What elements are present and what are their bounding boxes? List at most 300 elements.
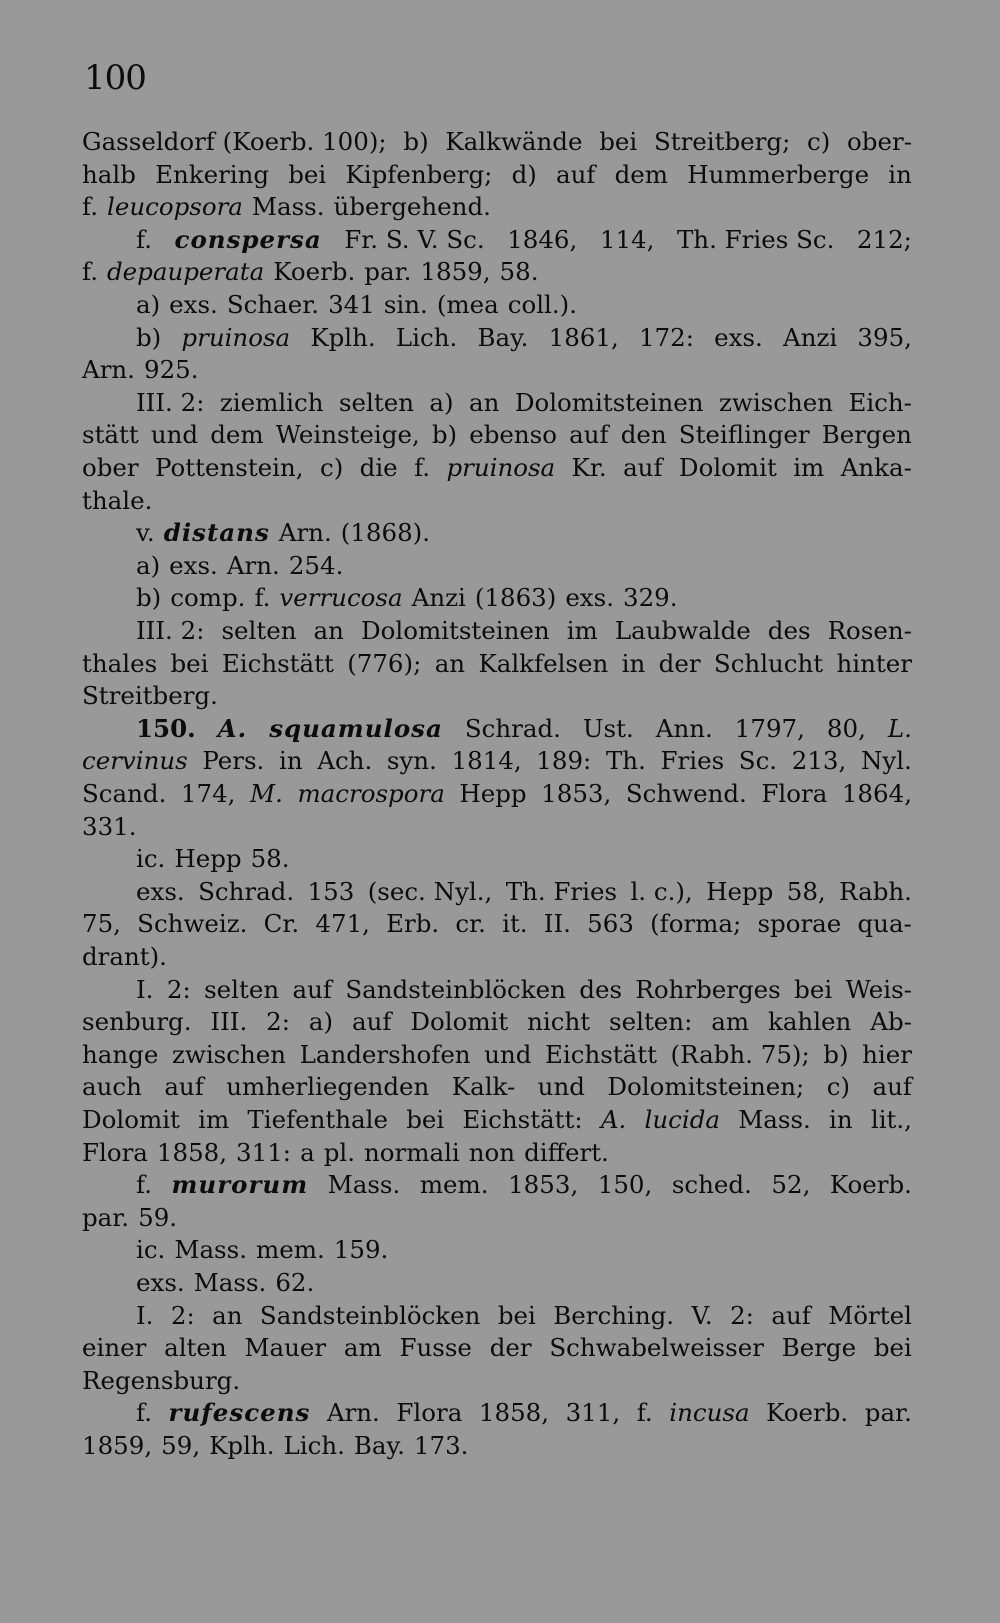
word: ebenso [469, 420, 558, 450]
word: 1859, [82, 1431, 153, 1460]
text-line [82, 680, 912, 712]
word: conspersa [174, 224, 322, 254]
word: 159. [333, 1235, 389, 1265]
word: Gasseldorf (Koerb. 100); [82, 127, 387, 156]
word: des [579, 974, 623, 1004]
word: (forma; [650, 909, 742, 939]
word: sin. [383, 290, 428, 319]
word: f. [82, 192, 98, 222]
word: pruinosa [181, 322, 291, 352]
word: bei [497, 1300, 536, 1330]
text-line [136, 974, 912, 1006]
word: qua- [857, 909, 912, 939]
word: III. 2: [136, 616, 205, 645]
text-line [136, 713, 912, 745]
word: der [489, 1333, 532, 1363]
word: 59. [138, 1202, 178, 1232]
word: Sandsteinblöcken [345, 974, 566, 1004]
word: Schrad. [198, 876, 295, 906]
text-line [82, 1365, 912, 1397]
word: a) [136, 290, 161, 319]
word: bei [170, 648, 209, 678]
word: verrucosa [279, 583, 403, 613]
word: syn. [386, 746, 437, 776]
word: 1846, [507, 224, 578, 254]
word: selten: [609, 1007, 693, 1037]
word: c) [807, 127, 831, 156]
word: leucopsora [106, 192, 243, 222]
word: sporae [757, 909, 842, 939]
word: non [468, 1137, 516, 1167]
text-line [136, 224, 912, 256]
word: pl. [323, 1137, 355, 1167]
word: 212; [856, 224, 912, 254]
word: hange [82, 1039, 159, 1069]
text-line [82, 1071, 912, 1103]
word: f. [254, 583, 271, 613]
word: 341 [328, 290, 375, 319]
word: der [658, 648, 701, 678]
word: auch [82, 1072, 142, 1102]
word: Dolomit [82, 1105, 180, 1134]
word: A. [217, 713, 248, 743]
word: Weis- [845, 974, 912, 1004]
word: Pottenstein, [155, 453, 304, 482]
word: ic. [136, 1235, 166, 1265]
word: a) [136, 550, 161, 580]
word: bei [794, 974, 833, 1004]
text-line [136, 1169, 912, 1201]
word: auf [351, 1007, 392, 1037]
word: normali [364, 1137, 460, 1167]
word: Sandsteinblöcken [259, 1300, 481, 1330]
text-line [82, 1104, 912, 1136]
word: I. [136, 974, 154, 1004]
word: cr. [455, 909, 486, 939]
word: 75, [82, 909, 121, 939]
word: lucida [644, 1105, 720, 1134]
word: l. c.), [630, 876, 693, 906]
word: Eichstätt [221, 648, 334, 678]
word: Kalkfelsen [478, 648, 609, 678]
word: Berching. [553, 1300, 675, 1330]
word: 331. [82, 811, 137, 841]
word: comp. [170, 583, 246, 613]
word: auf [292, 974, 332, 1004]
word: Eichstätt [545, 1039, 657, 1069]
word: Ach. [317, 746, 373, 776]
word: f. [82, 257, 98, 287]
word: 1859, [420, 257, 491, 287]
word: 59, [161, 1431, 201, 1460]
word: in [829, 1105, 853, 1134]
word: thales [82, 648, 158, 678]
word: 925. [143, 355, 199, 385]
word: bei [288, 159, 327, 189]
word: Regensburg. [82, 1365, 241, 1395]
word: (mea [436, 290, 499, 319]
word: 1858, [156, 1137, 228, 1167]
word: 189: [536, 746, 592, 776]
word: Kplh. [209, 1431, 275, 1460]
word: und [484, 1039, 532, 1069]
word: Hummerberge [687, 159, 870, 189]
word: nicht [527, 1007, 591, 1037]
word: A. [600, 1105, 627, 1134]
word: III. 2: [136, 387, 205, 417]
text-line [136, 517, 912, 549]
word: pruinosa [446, 453, 556, 482]
word: Koerb. [829, 1170, 912, 1200]
word: (1863) [474, 583, 557, 613]
word: Fusse [399, 1333, 472, 1363]
text-line [82, 648, 912, 680]
word: Dolomit [410, 1007, 509, 1037]
word: halb [82, 159, 136, 189]
word: Fr. S. V. Sc. [344, 224, 485, 254]
word: stätt [82, 420, 139, 450]
word: 1853, [508, 1170, 579, 1200]
word: 172: [638, 322, 694, 352]
word: Hepp [174, 844, 242, 874]
text-line [82, 1137, 912, 1169]
word: Landershofen [299, 1039, 471, 1069]
text-line [82, 1202, 912, 1234]
word: exs. [565, 583, 614, 613]
word: 2: [730, 1300, 754, 1330]
word: Ab- [870, 1007, 912, 1037]
word: in [888, 159, 912, 189]
word: cervinus [82, 746, 188, 776]
word: Eichstätt: [462, 1105, 583, 1134]
word: Flora [761, 779, 828, 808]
word: zwischen [718, 387, 834, 417]
word: den [620, 420, 667, 450]
word: ziemlich [219, 387, 324, 417]
word: b) [136, 322, 162, 352]
word: am [711, 1007, 750, 1037]
word: f. [636, 1398, 653, 1428]
word: Steiflinger [678, 420, 810, 450]
word: Bay. [353, 1431, 405, 1460]
text-line [82, 485, 912, 517]
word: 150, [597, 1170, 653, 1200]
text-line [136, 289, 912, 321]
word: selten [204, 974, 280, 1004]
word: an [212, 1300, 243, 1330]
word: bei [599, 127, 638, 156]
text-line [82, 941, 912, 973]
word: Arn. [326, 1398, 380, 1428]
word: 62. [275, 1268, 315, 1297]
word: a) [308, 1007, 334, 1037]
word: 254. [288, 550, 344, 580]
word: und [537, 1072, 585, 1102]
word: in [621, 648, 646, 678]
word: Nyl. [860, 746, 912, 776]
word: Laubwalde [614, 616, 751, 645]
text-line [82, 354, 912, 386]
word: Hepp [706, 876, 774, 906]
word: b) [431, 420, 458, 450]
word: 2: [266, 1007, 290, 1037]
word: Ust. [582, 713, 634, 743]
word: Dolomitsteinen; [607, 1072, 805, 1102]
word: Tiefenthale [247, 1105, 388, 1134]
word: mem. [256, 1235, 325, 1265]
word: 213, [791, 746, 847, 776]
word: b) [403, 127, 429, 156]
word: 174, [180, 779, 236, 808]
word: am [343, 1333, 382, 1363]
word: Rabh. [839, 876, 912, 906]
text-line [136, 1234, 912, 1266]
word: im [793, 453, 825, 482]
word: 153 [307, 876, 355, 906]
word: zwischen [171, 1039, 287, 1069]
word: ic. [136, 844, 166, 874]
word: distans [163, 518, 270, 548]
text-line [136, 582, 912, 614]
word: 58. [250, 844, 290, 874]
word: senburg. [82, 1007, 192, 1037]
word: par. [82, 1202, 130, 1232]
word: Flora [396, 1398, 463, 1428]
word: 58. [499, 257, 539, 287]
text-line [136, 615, 912, 647]
word: f. [136, 1398, 152, 1428]
word: 395, [857, 322, 912, 352]
word: selten [338, 387, 414, 417]
text-line [136, 876, 912, 908]
word: auf [872, 1072, 912, 1102]
word: Kalk- [451, 1072, 516, 1102]
word: Enkering [155, 159, 270, 189]
word: Anzi [783, 322, 838, 352]
word: Dolomit [678, 453, 777, 482]
word: Rohrberges [635, 974, 781, 1004]
word: 80, [826, 713, 866, 743]
text-line [136, 322, 912, 354]
text-line [82, 908, 912, 940]
word: und [150, 420, 199, 450]
text-line [136, 843, 912, 875]
text-line [82, 778, 912, 810]
word: f. [414, 453, 431, 482]
text-line [82, 1006, 912, 1038]
word: Koerb. [766, 1398, 849, 1428]
word: die [359, 453, 398, 482]
word: Lich. [395, 322, 458, 352]
word: 563 [587, 909, 634, 939]
word: Bay. [477, 322, 529, 352]
word: hinter [836, 648, 912, 678]
word: auf [623, 453, 663, 482]
word: ober [82, 453, 139, 482]
word: Rosen- [827, 616, 912, 645]
word: b) [823, 1039, 849, 1069]
word: Arn. [226, 550, 280, 580]
word: umherliegenden [226, 1072, 430, 1102]
word: (Rabh. 75); [670, 1039, 810, 1069]
text-line [82, 745, 912, 777]
word: Anzi [411, 583, 466, 613]
word: (1868). [340, 518, 431, 548]
word: Th. [605, 746, 646, 776]
word: Mass. [738, 1105, 811, 1134]
text-line [82, 256, 912, 288]
word: an [434, 648, 466, 678]
word: 58, [786, 876, 826, 906]
word: Streitberg; [653, 127, 791, 156]
word: Kr. [571, 453, 607, 482]
word: exs. [136, 1268, 185, 1297]
word: L. [887, 713, 912, 743]
word: Kplh. [310, 322, 376, 352]
word: 1814, [451, 746, 522, 776]
word: im [566, 616, 598, 645]
word: coll.). [507, 290, 577, 319]
word: I. [136, 1300, 154, 1330]
word: an [313, 616, 344, 645]
word: Dolomitsteinen [360, 616, 550, 645]
word: exs. [169, 550, 218, 580]
text-line [82, 159, 912, 191]
word: 52, [771, 1170, 811, 1200]
word: incusa [669, 1398, 750, 1428]
word: 173. [413, 1431, 469, 1460]
word: alten [164, 1333, 227, 1363]
word: 2: [170, 1300, 195, 1330]
word: (776); [347, 648, 422, 678]
word: ober- [847, 127, 912, 156]
word: Schwabelweisser [549, 1333, 764, 1363]
word: murorum [171, 1170, 309, 1200]
text-line [82, 1430, 912, 1462]
word: Cr. [263, 909, 300, 939]
word: Mörtel [828, 1300, 912, 1330]
text-line [136, 1300, 912, 1332]
word: Lich. [283, 1431, 345, 1460]
word: Koerb. [273, 257, 356, 287]
word: dem [614, 159, 669, 189]
word: 1864, [841, 779, 912, 808]
word: (sec. Nyl., [367, 876, 493, 906]
word: Ann. [655, 713, 713, 743]
word: f. [136, 1170, 152, 1200]
word: Eich- [848, 387, 912, 417]
word: par. [364, 257, 412, 287]
word: 1861, [548, 322, 619, 352]
word: exs. [136, 876, 185, 906]
word: M. [250, 779, 283, 808]
word: Mass. [193, 1268, 267, 1297]
word: Dolomitsteinen [514, 387, 704, 417]
word: 114, [599, 224, 655, 254]
word: b) [136, 583, 162, 613]
word: Schwend. [625, 779, 747, 808]
word: Schweiz. [137, 909, 248, 939]
word: a) [429, 387, 454, 417]
text-line [82, 191, 912, 223]
word: macrospora [297, 779, 445, 808]
word: Th. Fries Sc. [676, 224, 835, 254]
text-line [82, 811, 912, 843]
text-line [136, 387, 912, 419]
word: Erb. [386, 909, 440, 939]
word: V. [691, 1300, 713, 1330]
word: III. [210, 1007, 248, 1037]
word: Bergen [821, 420, 912, 450]
word: auf [771, 1300, 811, 1330]
word: d) [511, 159, 537, 189]
word: lit., [870, 1105, 912, 1134]
word: rufescens [168, 1398, 311, 1428]
word: 1853, [541, 779, 612, 808]
word: auf [164, 1072, 204, 1102]
word: depauperata [106, 257, 265, 287]
word: einer [82, 1333, 147, 1363]
page-number: 100 [84, 58, 146, 98]
word: exs. [714, 322, 763, 352]
word: 1797, [734, 713, 805, 743]
word: Streitberg. [82, 681, 218, 711]
word: squamulosa [269, 713, 443, 743]
word: 329. [623, 583, 678, 613]
word: Schaer. [226, 290, 320, 319]
word: f. [136, 224, 152, 254]
text-line [82, 419, 912, 451]
word: des [767, 616, 811, 645]
word: Mass. [251, 192, 325, 222]
word: hier [862, 1039, 912, 1069]
word: Schlucht [713, 648, 824, 678]
text-line [136, 550, 912, 582]
word: 1858, [478, 1398, 550, 1428]
word: 2: [166, 974, 191, 1004]
word: 150. [136, 713, 196, 743]
word: thale. [82, 485, 153, 515]
word: an [469, 387, 500, 417]
word: Th. Fries [505, 876, 618, 906]
word: Sc. [738, 746, 778, 776]
word: Flora [82, 1137, 148, 1167]
word: übergehend. [333, 192, 491, 222]
word: auf [556, 159, 596, 189]
word: Scand. [82, 779, 167, 808]
text-line [82, 126, 912, 158]
text-line [82, 452, 912, 484]
word: Mauer [244, 1333, 327, 1363]
word: Mass. [174, 1235, 247, 1265]
word: Hepp [459, 779, 527, 808]
word: selten [221, 616, 297, 645]
word: dem [210, 420, 264, 450]
word: Fries [660, 746, 725, 776]
word: c) [826, 1072, 851, 1102]
word: Kipfenberg; [345, 159, 493, 189]
word: in [279, 746, 303, 776]
word: it. [502, 909, 528, 939]
word: Mass. [327, 1170, 401, 1200]
word: Arn. [278, 518, 332, 548]
word: c) [319, 453, 344, 482]
word: exs. [169, 290, 218, 319]
word: 311: [236, 1137, 292, 1167]
word: Anka- [840, 453, 912, 482]
text-line [82, 1332, 912, 1364]
word: Berge [781, 1333, 857, 1363]
